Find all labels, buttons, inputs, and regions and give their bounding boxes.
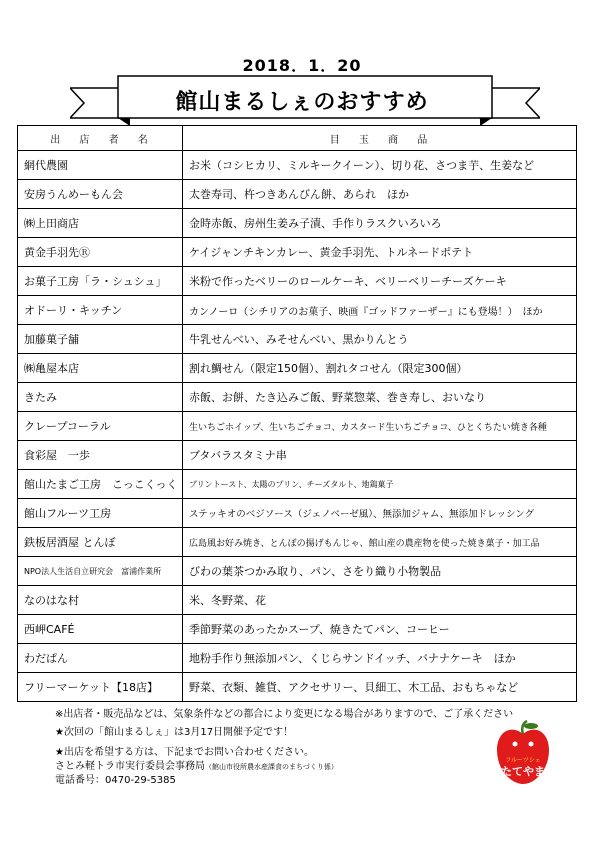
mascot-subtext: フルーツシェ — [505, 757, 541, 764]
shop-name: お菓子工房「ラ・シュシュ」 — [18, 267, 183, 296]
product-list: ブタバラスタミナ串 — [183, 441, 577, 470]
table-row — [18, 296, 577, 325]
table-row — [18, 383, 577, 412]
table-row — [18, 238, 577, 267]
next-event-note: ★次回の「館山まるしぇ」は3月17日開催予定です！ — [55, 727, 294, 738]
shop-table — [17, 125, 577, 702]
product-list: 地粉手作り無添加パン、くじらサンドイッチ、バナナケーキ ほか — [183, 644, 577, 673]
table-row — [18, 267, 577, 296]
table-row — [18, 470, 577, 499]
table-row — [18, 615, 577, 644]
table-row — [18, 441, 577, 470]
shop-name: 安房うんめーもん会 — [18, 180, 183, 209]
product-list: 野菜、衣類、雑貨、アクセサリー、貝細工、木工品、おもちゃなど — [183, 673, 577, 702]
table-row — [18, 412, 577, 441]
table-header-row — [18, 126, 577, 151]
product-list: プリントースト、太陽のプリン、チーズタルト、地鶏菓子 — [183, 470, 577, 499]
mascot-text: たてやま — [501, 765, 545, 778]
notes-block — [55, 708, 513, 788]
table-row — [18, 673, 577, 702]
product-list: 割れ鯛せん（限定150個）、割れタコせん（限定300個） — [183, 354, 577, 383]
table-row — [18, 557, 577, 586]
product-list: ステッキオのベジソース（ジェノベーゼ風）、無添加ジャム、無添加ドレッシング — [183, 499, 577, 528]
shop-name: ㈱上田商店 — [18, 209, 183, 238]
disclaimer-note: ※出店者・販売品などは、気象条件などの都合により変更になる場合がありますので、ご了承ください — [55, 709, 514, 720]
shop-name: 館山たまご工房 こっこくっく — [18, 470, 183, 499]
header-shop: 出 店 者 名 — [18, 126, 183, 151]
product-list: 広島風お好み焼き、とんぼの揚げもんじゃ、館山産の農産物を使った焼き菓子・加工品 — [183, 528, 577, 557]
table-row — [18, 499, 577, 528]
event-date: 2018．1．20 — [242, 56, 362, 75]
product-list: カンノーロ（シチリアのお菓子、映画『ゴッドファーザー』にも登場！） ほか — [183, 296, 577, 325]
shop-name: NPO法人生活自立研究会 富浦作業所 — [18, 557, 183, 586]
header-product: 目 玉 商 品 — [183, 126, 577, 151]
product-list: 生いちごホイップ、生いちごチョコ、カスタード生いちごチョコ、ひとくちたい焼き各種 — [183, 412, 577, 441]
shop-name: 黄金手羽先Ⓡ — [18, 238, 183, 267]
table-row — [18, 528, 577, 557]
product-list: 米粉で作ったベリーのロールケーキ、ベリーベリーチーズケーキ — [183, 267, 577, 296]
product-list: お米（コシヒカリ、ミルキークイーン）、切り花、さつま芋、生姜など — [183, 151, 577, 180]
product-list: 季節野菜のあったかスープ、焼きたてパン、コーヒー — [183, 615, 577, 644]
shop-name: オドーリ・キッチン — [18, 296, 183, 325]
product-list: 米、冬野菜、花 — [183, 586, 577, 615]
shop-name: 鉄板居酒屋 とんぼ — [18, 528, 183, 557]
table-row — [18, 325, 577, 354]
product-list: 牛乳せんべい、みそせんべい、黒かりんとう — [183, 325, 577, 354]
product-list: ケイジャンチキンカレー、黄金手羽先、トルネードポテト — [183, 238, 577, 267]
inquiry-note: ★出店を希望する方は、下記までお問い合わせください。 — [55, 747, 314, 758]
product-list: 太巻寿司、杵つきあんびん餅、あられ ほか — [183, 180, 577, 209]
shop-name: 網代農園 — [18, 151, 183, 180]
table-row — [18, 209, 577, 238]
shop-name: ㈱亀屋本店 — [18, 354, 183, 383]
shop-name: クレープコーラル — [18, 412, 183, 441]
shop-name: 食彩屋 一歩 — [18, 441, 183, 470]
table-row — [18, 354, 577, 383]
table-row — [18, 180, 577, 209]
table-row — [18, 151, 577, 180]
tateyama-mascot-icon — [493, 720, 553, 790]
product-list: びわの葉茶つかみ取り、パン、さをり織り小物製品 — [183, 557, 577, 586]
table-row — [18, 644, 577, 673]
shop-name: わだぱん — [18, 644, 183, 673]
organizer-line — [55, 760, 513, 774]
shop-name: フリーマーケット【18店】 — [18, 673, 183, 702]
shop-name: 西岬CAFÉ — [18, 615, 183, 644]
organizer-dept: （館山市役所農水産課食のまちづくり係） — [205, 763, 338, 771]
page-title: 館山まるしぇのおすすめ — [175, 90, 429, 115]
shop-name: 館山フルーツ工房 — [18, 499, 183, 528]
shop-name: 加藤菓子舗 — [18, 325, 183, 354]
table-row — [18, 586, 577, 615]
product-list: 赤飯、お餅、たき込みご飯、野菜惣菜、巻き寿し、おいなり — [183, 383, 577, 412]
product-list: 金時赤飯、房州生姜み子漬、手作りラスクいろいろ — [183, 209, 577, 238]
phone-number: 電話番号：0470-29-5385 — [55, 775, 176, 786]
organizer-name: さとみ軽トラ市実行委員会事務局 — [55, 761, 205, 772]
shop-name: きたみ — [18, 383, 183, 412]
shop-name: なのはな村 — [18, 586, 183, 615]
